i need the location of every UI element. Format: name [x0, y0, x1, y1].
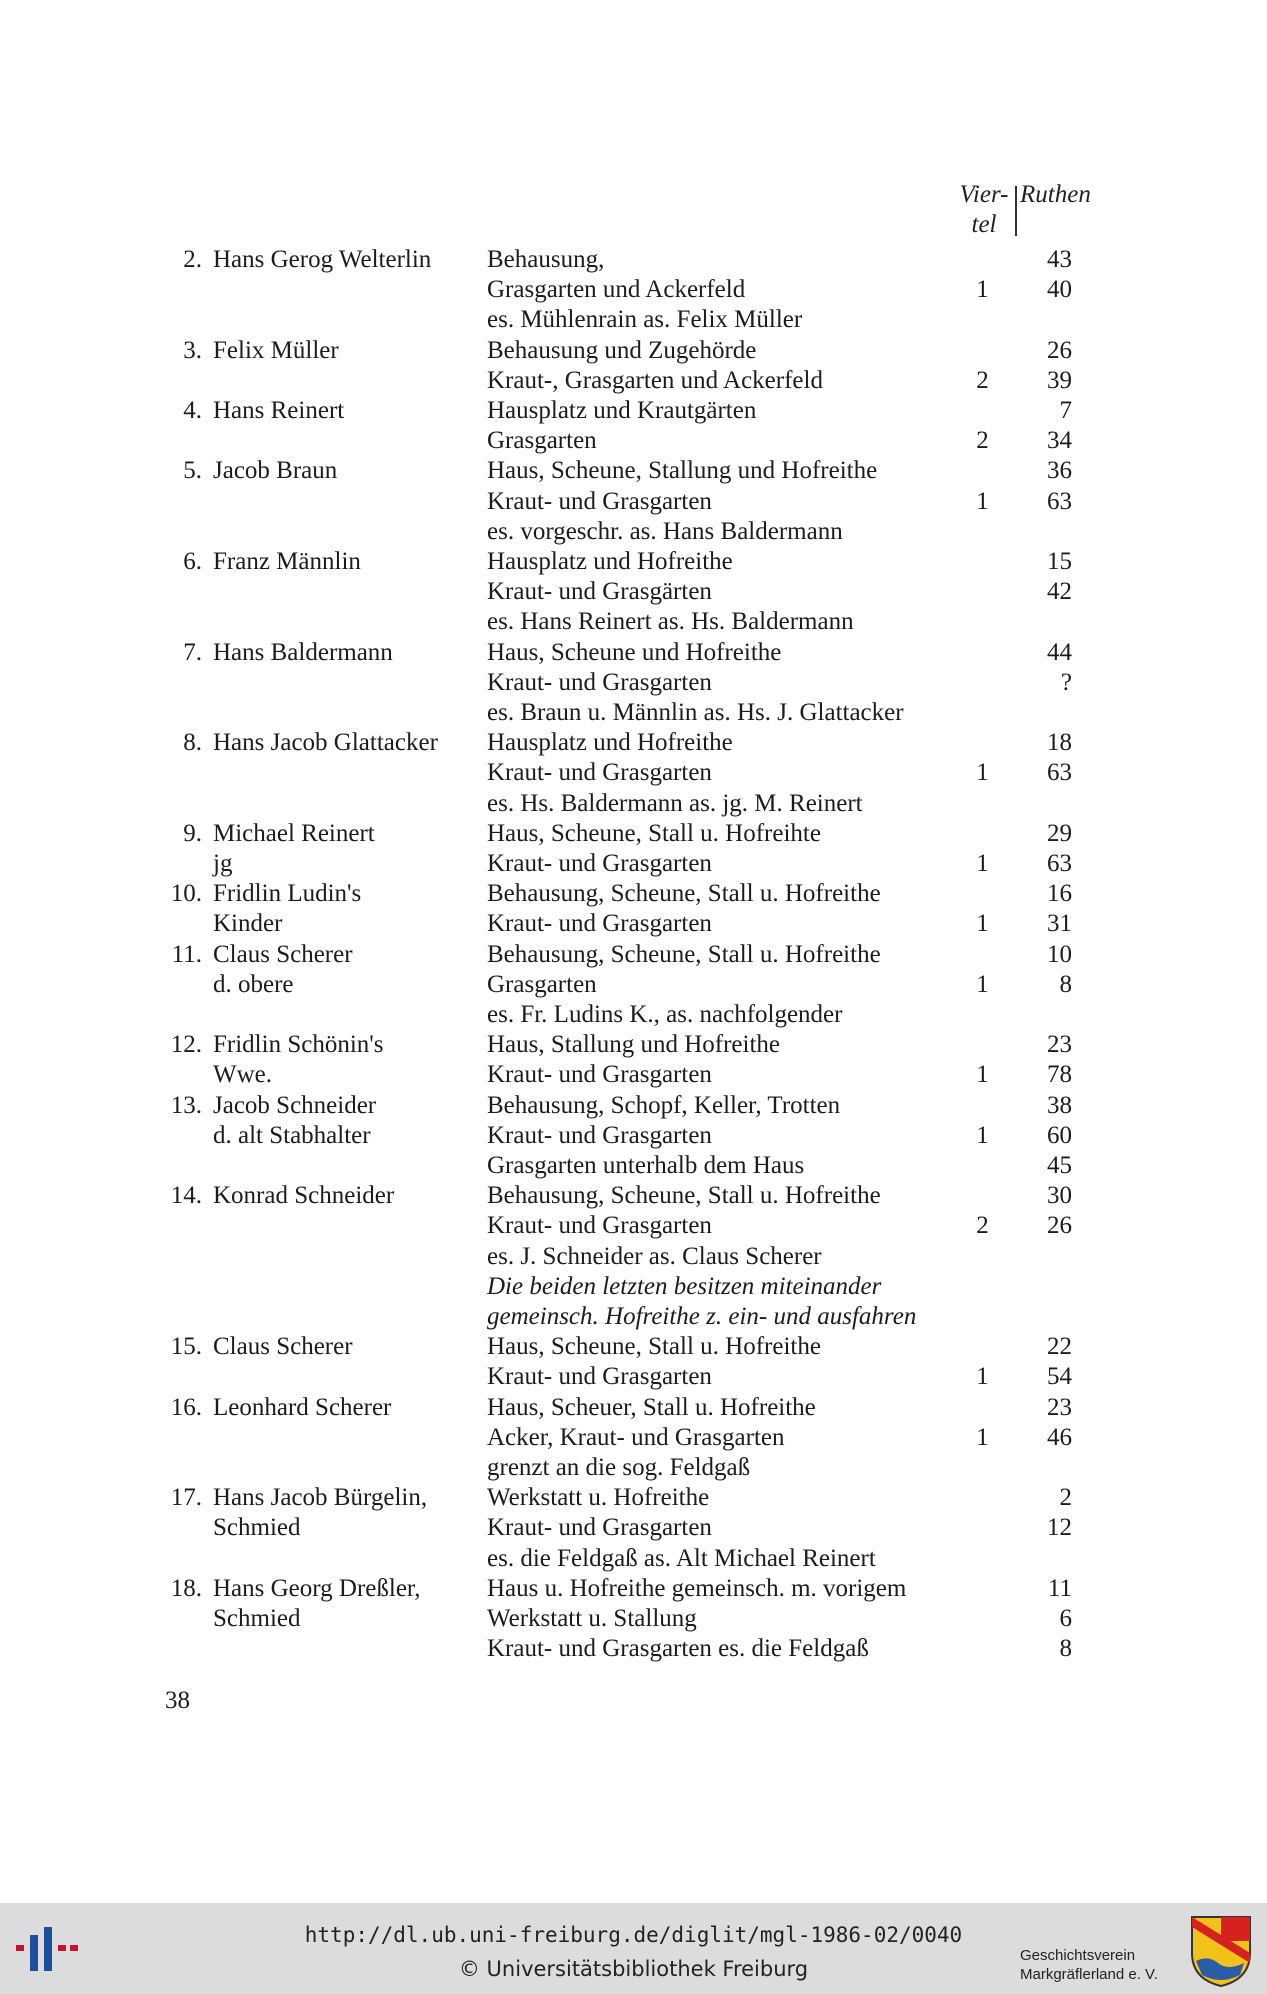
property-description: Hausplatz und Hofreithe: [487, 548, 733, 575]
owner-name: Schmied: [213, 1605, 301, 1632]
ruthen-value: 45: [1047, 1152, 1072, 1179]
owner-name: Franz Männlin: [213, 548, 361, 575]
table-row: [0, 758, 1267, 788]
owner-name: Hans Jacob Glattacker: [213, 729, 438, 757]
table-row: [0, 1393, 1267, 1423]
property-description: Grasgarten unterhalb dem Haus: [487, 1152, 805, 1179]
column-header-ruthen: Ruthen: [1020, 181, 1091, 208]
property-description: Kraut- und Grasgarten: [487, 668, 712, 696]
table-row: [0, 1000, 1267, 1030]
page-number: 38: [165, 1687, 190, 1714]
ruthen-value: 8: [1059, 970, 1072, 998]
property-description: es. J. Schneider as. Claus Scherer: [487, 1242, 822, 1270]
ruthen-value: 12: [1047, 1514, 1072, 1542]
table-row: [0, 1030, 1267, 1060]
table-row: [0, 275, 1267, 305]
table-row: [0, 1604, 1267, 1634]
owner-name: Claus Scherer: [213, 1333, 353, 1361]
property-description: Kraut- und Grasgarten es. die Feldgaß: [487, 1635, 869, 1663]
table-row: [0, 1332, 1267, 1362]
coat-of-arms-icon: [1188, 1913, 1254, 1988]
property-description: Grasgarten und Ackerfeld: [487, 276, 746, 304]
property-description: Behausung, Scheune, Stall u. Hofreithe: [487, 1182, 881, 1210]
viertel-value: 1: [976, 759, 989, 787]
owner-name: d. alt Stabhalter: [213, 1121, 371, 1149]
footer-bar: [0, 1903, 1267, 1994]
property-description: Grasgarten: [487, 427, 597, 455]
table-row: [0, 1362, 1267, 1392]
ruthen-value: 8: [1059, 1635, 1072, 1663]
table-row: [0, 1453, 1267, 1483]
entry-number: 11.: [171, 940, 202, 968]
property-description: es. Hs. Baldermann as. jg. M. Reinert: [487, 789, 863, 817]
table-row: [0, 1423, 1267, 1453]
owner-name: Jacob Schneider: [213, 1091, 377, 1119]
property-description: es. Braun u. Männlin as. Hs. J. Glattacker: [487, 699, 904, 726]
owner-name: Fridlin Ludin's: [213, 880, 362, 908]
table-row: [0, 638, 1267, 668]
owner-name: Kinder: [213, 910, 283, 938]
ruthen-value: 60: [1047, 1121, 1072, 1149]
owner-name: jg: [213, 850, 233, 877]
table-row: [0, 245, 1267, 275]
ruthen-value: 18: [1047, 729, 1072, 757]
table-row: [0, 396, 1267, 426]
owner-name: Jacob Braun: [213, 457, 338, 485]
ruthen-value: 11: [1047, 1574, 1072, 1602]
table-row: [0, 879, 1267, 909]
ruthen-value: 31: [1047, 910, 1072, 938]
table-row: [0, 849, 1267, 879]
viertel-value: 1: [976, 1423, 989, 1451]
owner-name: Hans Reinert: [213, 397, 345, 424]
table-row: [0, 1634, 1267, 1664]
property-description: Haus, Scheune und Hofreithe: [487, 638, 782, 666]
property-description: Kraut- und Grasgarten: [487, 1061, 712, 1089]
entry-number: 13.: [170, 1091, 202, 1119]
table-row: [0, 668, 1267, 698]
property-description: Die beiden letzten besitzen miteinander: [487, 1272, 882, 1300]
footer-copyright: © Universitätsbibliothek Freiburg: [458, 1957, 809, 1981]
entry-number: 5.: [183, 457, 202, 485]
property-description: Kraut- und Grasgarten: [487, 1121, 712, 1149]
ruthen-value: 15: [1047, 548, 1072, 575]
property-description: Kraut- und Grasgarten: [487, 1363, 712, 1391]
property-description: Haus, Scheune, Stall u. Hofreithe: [487, 1333, 821, 1361]
ruthen-value: 54: [1047, 1363, 1072, 1391]
ruthen-value: 6: [1059, 1605, 1072, 1632]
ruthen-value: 30: [1047, 1182, 1072, 1210]
property-description: Hausplatz und Hofreithe: [487, 729, 733, 757]
column-header-divider: [1015, 186, 1017, 236]
property-description: es. die Feldgaß as. Alt Michael Reinert: [487, 1544, 876, 1572]
table-row: [0, 1513, 1267, 1543]
property-description: Kraut- und Grasgarten: [487, 759, 712, 787]
entry-number: 7.: [183, 638, 202, 666]
property-description: grenzt an die sog. Feldgaß: [487, 1454, 751, 1481]
table-row: [0, 1574, 1267, 1604]
table-row: [0, 547, 1267, 577]
table-row: [0, 426, 1267, 456]
table-row: [0, 819, 1267, 849]
property-description: Behausung,: [487, 246, 605, 273]
property-description: Hausplatz und Krautgärten: [487, 397, 757, 424]
entry-number: 18.: [170, 1574, 202, 1602]
ruthen-value: 10: [1047, 940, 1072, 968]
entry-number: 14.: [170, 1182, 202, 1210]
viertel-value: 1: [976, 910, 989, 938]
property-description: es. Hans Reinert as. Hs. Baldermann: [487, 608, 854, 636]
ruthen-value: 46: [1047, 1423, 1072, 1451]
table-row: [0, 1181, 1267, 1211]
ruthen-value: 78: [1047, 1061, 1072, 1089]
entry-number: 10.: [170, 880, 202, 908]
viertel-value: 2: [976, 427, 989, 455]
owner-name: Konrad Schneider: [213, 1182, 395, 1210]
table-row: [0, 1060, 1267, 1090]
owner-name: Michael Reinert: [213, 819, 375, 847]
ruthen-value: 43: [1047, 246, 1072, 273]
property-description: Haus, Scheune, Stallung und Hofreithe: [487, 457, 878, 485]
viertel-value: 1: [976, 970, 989, 998]
ruthen-value: 39: [1047, 366, 1072, 394]
column-header-viertel-line2: tel: [971, 211, 997, 238]
property-description: gemeinsch. Hofreithe z. ein- und ausfahren: [487, 1303, 917, 1330]
ruthen-value: 23: [1047, 1393, 1072, 1421]
viertel-value: 2: [976, 1212, 989, 1240]
ruthen-value: 42: [1047, 578, 1072, 606]
viertel-value: 1: [976, 1121, 989, 1149]
table-row: [0, 487, 1267, 517]
ruthen-value: 26: [1047, 1212, 1072, 1240]
viertel-value: 1: [976, 276, 989, 304]
viertel-value: 1: [976, 487, 989, 515]
ruthen-value: 63: [1047, 759, 1072, 787]
entry-number: 12.: [170, 1031, 202, 1059]
property-description: Haus, Scheune, Stall u. Hofreihte: [487, 819, 821, 847]
ruthen-value: 7: [1059, 397, 1072, 424]
owner-name: Hans Gerog Welterlin: [213, 246, 432, 273]
owner-name: Schmied: [213, 1514, 301, 1542]
owner-name: Felix Müller: [213, 336, 339, 364]
property-description: Kraut- und Grasgarten: [487, 910, 712, 938]
entry-number: 16.: [170, 1393, 202, 1421]
table-row: [0, 607, 1267, 637]
table-row: [0, 577, 1267, 607]
ruthen-value: ?: [1060, 668, 1072, 696]
table-row: [0, 728, 1267, 758]
footer-society-line1: Geschichtsverein: [1020, 1947, 1136, 1964]
table-row: [0, 517, 1267, 547]
ruthen-value: 22: [1047, 1333, 1072, 1361]
table-row: [0, 456, 1267, 486]
property-description: Kraut- und Grasgarten: [487, 1212, 712, 1240]
property-description: Behausung, Scheune, Stall u. Hofreithe: [487, 940, 881, 968]
footer-society: [1020, 1946, 1158, 1984]
owner-name: Fridlin Schönin's: [213, 1031, 384, 1059]
viertel-value: 1: [976, 1363, 989, 1391]
owner-name: Claus Scherer: [213, 940, 353, 968]
ruthen-value: 44: [1047, 638, 1072, 666]
table-row: [0, 1272, 1267, 1302]
table-row: [0, 1544, 1267, 1574]
property-description: Behausung, Scheune, Stall u. Hofreithe: [487, 880, 881, 908]
table-row: [0, 366, 1267, 396]
ruthen-value: 38: [1047, 1091, 1072, 1119]
ruthen-value: 63: [1047, 850, 1072, 877]
property-description: Haus u. Hofreithe gemeinsch. m. vorigem: [487, 1574, 907, 1602]
property-description: Werkstatt u. Stallung: [487, 1605, 697, 1632]
table-row: [0, 1091, 1267, 1121]
table-row: [0, 336, 1267, 366]
owner-name: Wwe.: [213, 1061, 272, 1089]
viertel-value: 1: [976, 850, 989, 877]
table-row: [0, 970, 1267, 1000]
viertel-value: 1: [976, 1061, 989, 1089]
entry-number: 8.: [183, 729, 202, 757]
property-description: es. Fr. Ludins K., as. nachfolgender: [487, 1001, 843, 1028]
table-row: [0, 1151, 1267, 1181]
property-description: Kraut- und Grasgarten: [487, 1514, 712, 1542]
owner-name: d. obere: [213, 970, 294, 998]
table-row: [0, 305, 1267, 335]
ruthen-value: 36: [1047, 457, 1072, 485]
property-description: Werkstatt u. Hofreithe: [487, 1484, 710, 1512]
property-description: Kraut- und Grasgarten: [487, 487, 712, 515]
owner-name: Hans Baldermann: [213, 638, 393, 666]
table-row: [0, 789, 1267, 819]
footer-url-link[interactable]: http://dl.ub.uni-freiburg.de/diglit/mgl-1986-02/0040: [304, 1923, 963, 1947]
ruthen-value: 63: [1047, 487, 1072, 515]
entry-number: 6.: [183, 548, 202, 575]
table-row: [0, 940, 1267, 970]
table-row: [0, 1121, 1267, 1151]
ruthen-value: 2: [1059, 1484, 1072, 1512]
ruthen-value: 23: [1047, 1031, 1072, 1059]
entry-number: 9.: [183, 819, 202, 847]
column-header-viertel: [955, 180, 1013, 240]
viertel-value: 2: [976, 366, 989, 394]
owner-name: Hans Georg Dreßler,: [213, 1574, 421, 1602]
property-description: es. vorgeschr. as. Hans Baldermann: [487, 517, 843, 545]
ruthen-value: 26: [1047, 336, 1072, 364]
table-row: [0, 1483, 1267, 1513]
table-row: [0, 1302, 1267, 1332]
entry-number: 17.: [170, 1484, 202, 1512]
column-header-viertel-line1: Vier-: [959, 181, 1009, 208]
owner-name: Hans Jacob Bürgelin,: [213, 1484, 428, 1512]
table-row: [0, 1211, 1267, 1241]
property-description: Acker, Kraut- und Grasgarten: [487, 1423, 785, 1451]
ruthen-value: 16: [1047, 880, 1072, 908]
property-description: es. Mühlenrain as. Felix Müller: [487, 306, 803, 334]
ruthen-value: 34: [1047, 427, 1072, 455]
ruthen-value: 29: [1047, 819, 1072, 847]
property-description: Behausung und Zugehörde: [487, 336, 757, 364]
owner-name: Leonhard Scherer: [213, 1393, 392, 1421]
table-row: [0, 698, 1267, 728]
property-description: Grasgarten: [487, 970, 597, 998]
property-description: Kraut- und Grasgärten: [487, 578, 712, 606]
entry-number: 4.: [183, 397, 202, 424]
footer-society-line2: Markgräflerland e. V.: [1020, 1966, 1158, 1983]
entry-number: 15.: [170, 1333, 202, 1361]
table-row: [0, 1242, 1267, 1272]
entry-number: 3.: [183, 336, 202, 364]
property-description: Haus, Scheuer, Stall u. Hofreithe: [487, 1393, 816, 1421]
property-description: Kraut-, Grasgarten und Ackerfeld: [487, 366, 823, 394]
property-description: Behausung, Schopf, Keller, Trotten: [487, 1091, 841, 1119]
property-description: Haus, Stallung und Hofreithe: [487, 1031, 781, 1059]
table-row: [0, 909, 1267, 939]
entry-number: 2.: [183, 246, 202, 273]
ruthen-value: 40: [1047, 276, 1072, 304]
property-description: Kraut- und Grasgarten: [487, 850, 712, 877]
